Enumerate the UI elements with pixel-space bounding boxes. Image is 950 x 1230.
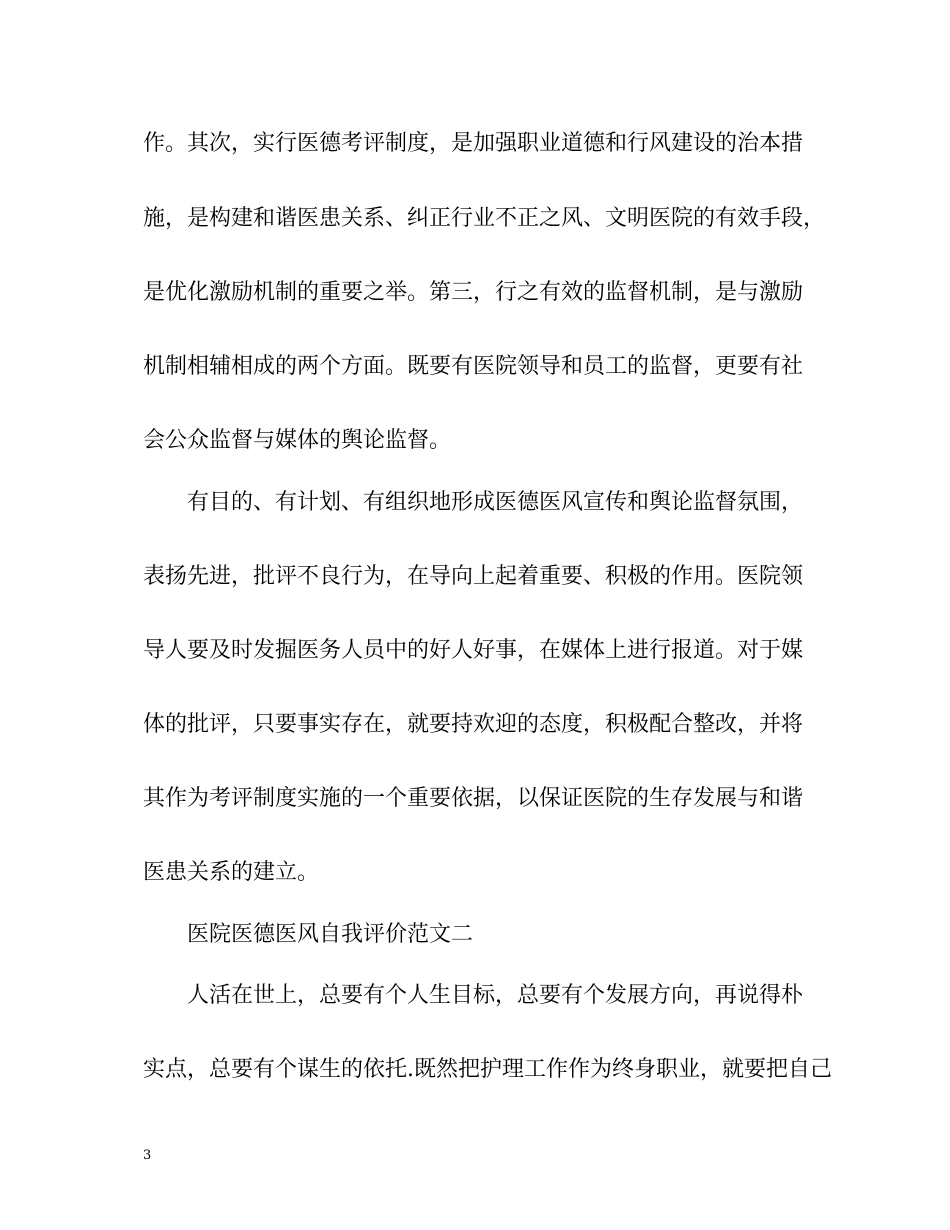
- text-line-11: 医患关系的建立。: [143, 860, 320, 885]
- text-line-4: 机制相辅相成的两个方面。既要有医院领导和员工的监督，更要有社: [143, 354, 804, 379]
- text-line-14: 实点，总要有个谋生的依托.既然把护理工作作为终身职业，就要把自己: [143, 1057, 832, 1082]
- text-line-3: 是优化激励机制的重要之举。第三，行之有效的监督机制，是与激励: [143, 280, 804, 305]
- text-line-5: 会公众监督与媒体的舆论监督。: [143, 428, 452, 453]
- text-line-2: 施，是构建和谐医患关系、纠正行业不正之风、文明医院的有效手段，: [143, 206, 826, 231]
- page-number: 3: [143, 1148, 152, 1163]
- text-line-8: 导人要及时发掘医务人员中的好人好事，在媒体上进行报道。对于媒: [143, 638, 804, 663]
- text-line-13: 人活在世上，总要有个人生目标，总要有个发展方向，再说得朴: [187, 983, 804, 1008]
- text-line-6: 有目的、有计划、有组织地形成医德医风宣传和舆论监督氛围，: [187, 490, 804, 515]
- section-heading: 医院医德医风自我评价范文二: [187, 922, 474, 947]
- text-line-1: 作。其次，实行医德考评制度，是加强职业道德和行风建设的治本措: [143, 131, 804, 156]
- text-line-7: 表扬先进，批评不良行为，在导向上起着重要、积极的作用。医院领: [143, 564, 804, 589]
- text-line-9: 体的批评，只要事实存在，就要持欢迎的态度，积极配合整改，并将: [143, 712, 804, 737]
- text-line-10: 其作为考评制度实施的一个重要依据，以保证医院的生存发展与和谐: [143, 786, 804, 811]
